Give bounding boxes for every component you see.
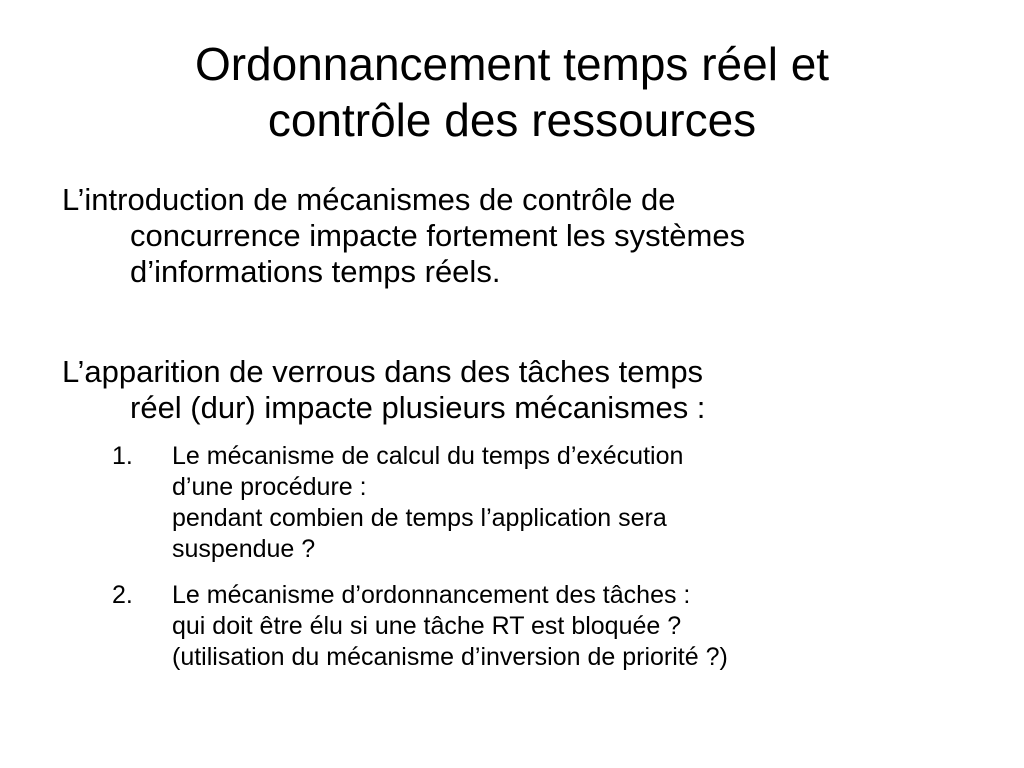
paragraph-line: L’introduction de mécanismes de contrôle de: [62, 182, 676, 217]
bullet-paragraph-verrous: [62, 354, 962, 426]
bullet-paragraph-concurrence: [62, 182, 962, 290]
item-line: suspendue ?: [172, 535, 316, 563]
item-number: 1.: [112, 442, 133, 470]
slide-title-line-1: Ordonnancement temps réel et: [194, 38, 830, 90]
slide-title: [60, 36, 964, 148]
item-line: pendant combien de temps l’application sera: [172, 504, 667, 532]
item-body: [172, 580, 972, 673]
paragraph-line: concurrence impacte fortement les systèmes: [130, 218, 746, 253]
paragraph-line: L’apparition de verrous dans des tâches temps: [62, 354, 704, 389]
item-line: Le mécanisme d’ordonnancement des tâches :: [172, 581, 691, 609]
item-number: 2.: [112, 581, 133, 609]
item-line: d’une procédure :: [172, 473, 367, 501]
slide-title-line-2: contrôle des ressources: [267, 94, 757, 146]
item-line: qui doit être élu si une tâche RT est bloquée ?: [172, 612, 682, 640]
item-body: [172, 441, 972, 565]
item-line: (utilisation du mécanisme d’inversion de priorité ?): [172, 643, 728, 671]
paragraph-line: d’informations temps réels.: [130, 254, 501, 289]
paragraph-line: réel (dur) impacte plusieurs mécanismes :: [130, 390, 706, 425]
item-line: Le mécanisme de calcul du temps d’exécution: [172, 442, 684, 470]
